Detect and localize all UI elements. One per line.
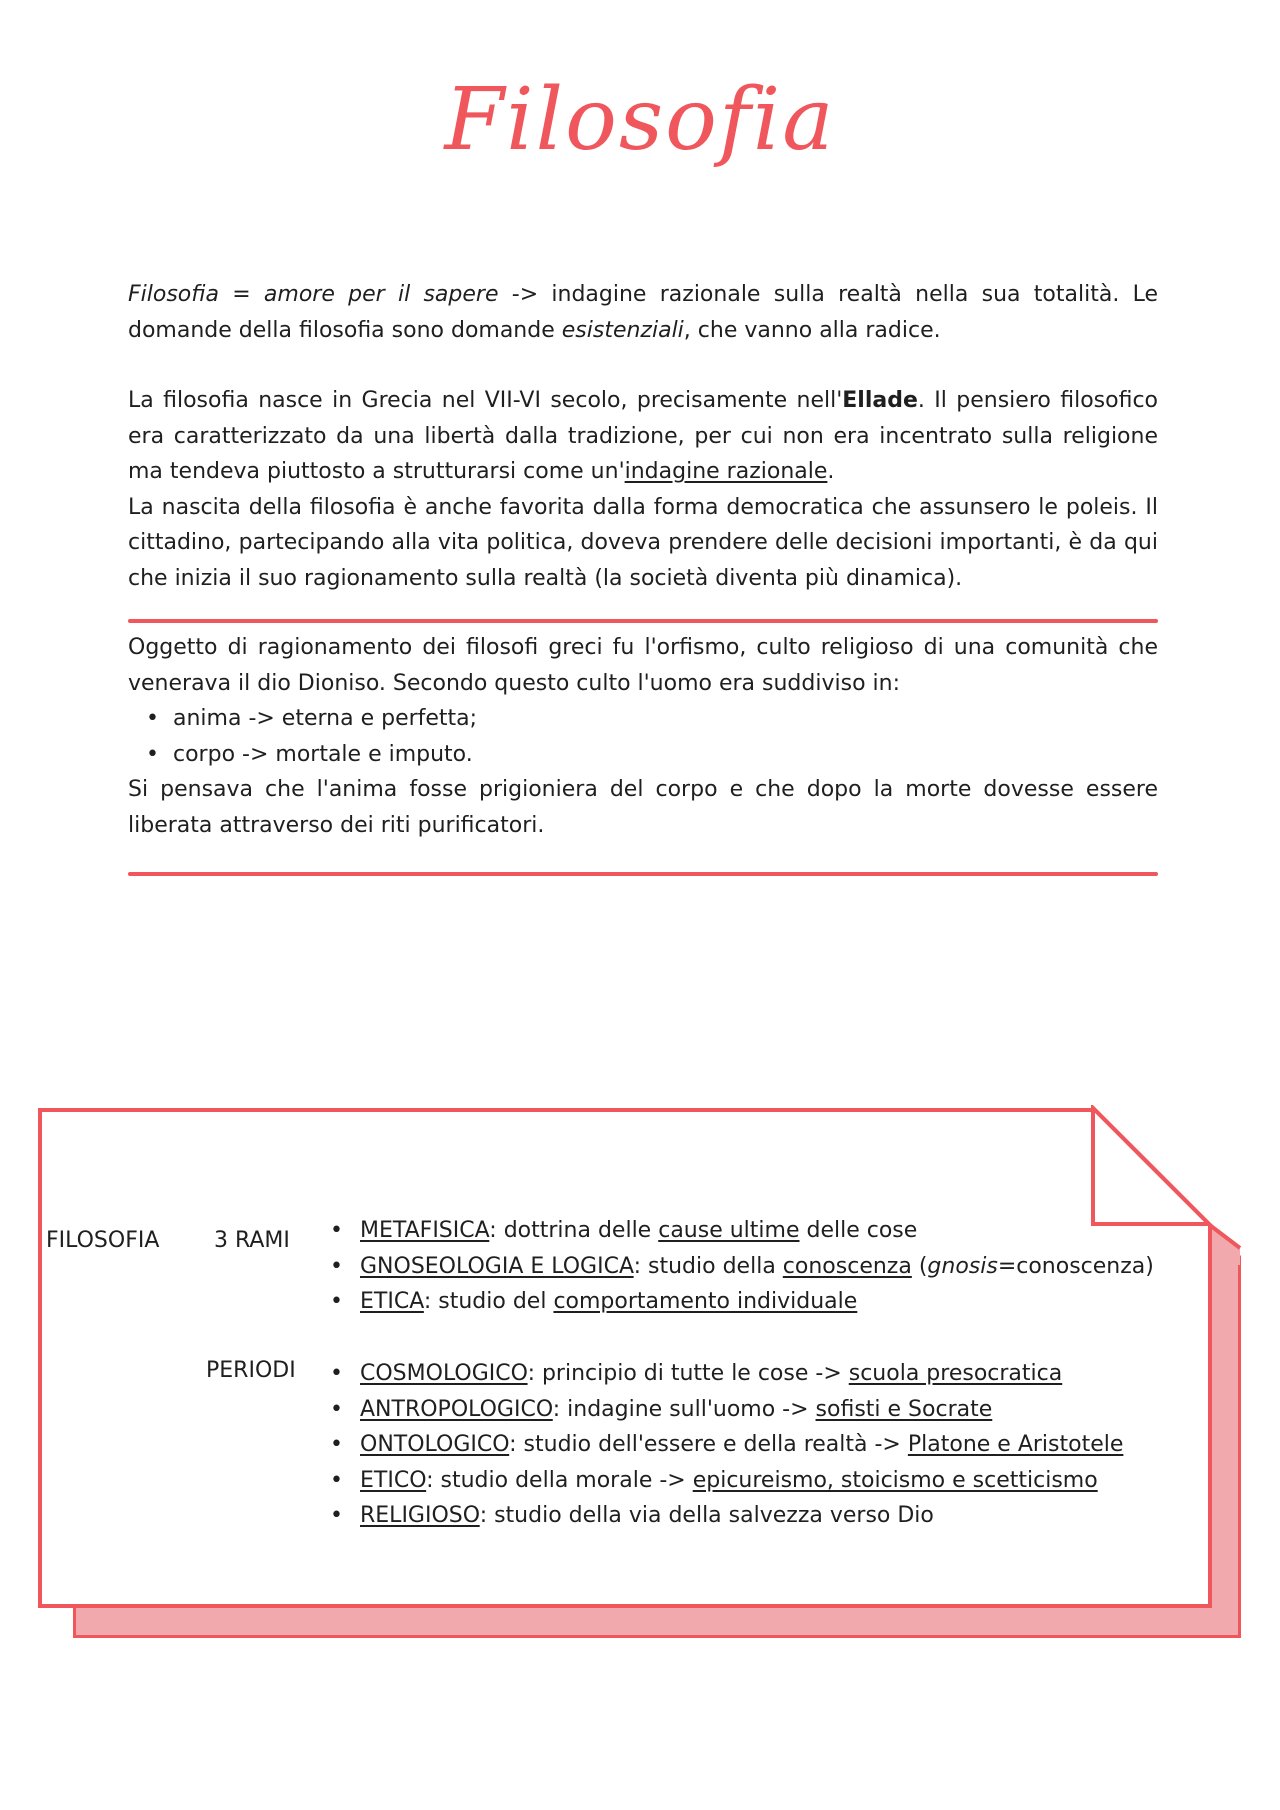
- branches-label: 3 RAMI: [214, 1228, 290, 1253]
- list-item: • anima -> eterna e perfetta;: [173, 701, 1158, 737]
- periods-label: PERIODI: [206, 1358, 296, 1383]
- scheme-main-label: FILOSOFIA: [46, 1228, 160, 1253]
- periods-list: [360, 1356, 1123, 1534]
- list-item: • RELIGIOSO: studio della via della salvezza verso Dio: [360, 1498, 1123, 1534]
- intro-paragraph: Filosofia = amore per il sapere -> indagine razionale sulla realtà nella sua totalità. Le domande della filosofia sono domande esistenziali, che vanno alla radice.: [128, 282, 1158, 343]
- list-item: • GNOSEOLOGIA E LOGICA: studio della conoscenza (gnosis=conoscenza): [360, 1249, 1154, 1285]
- branches-list: [360, 1213, 1154, 1320]
- orphism-list: [128, 701, 1158, 772]
- list-item: • ETICA: studio del comportamento individuale: [360, 1284, 1154, 1320]
- definition-term: Filosofia = amore per il sapere: [128, 282, 499, 307]
- origin-paragraph: La filosofia nasce in Grecia nel VII-VI secolo, precisamente nell'Ellade. Il pensiero filosofico era caratterizzato da una libertà dalla tradizione, per cui non era incentrato sulla religione ma tendeva piuttosto a strutturarsi come un'indagine razionale. La nascita della filosofia è anche favorita dalla forma democratica che assunsero le poleis. Il cittadino, partecipando alla vita politica, doveva prendere delle decisioni importanti, è da qui che inizia il suo ragionamento sulla realtà (la società diventa più dinamica).: [128, 388, 1158, 591]
- list-item: • COSMOLOGICO: principio di tutte le cose -> scuola presocratica: [360, 1356, 1123, 1392]
- list-item: • METAFISICA: dottrina delle cause ultime delle cose: [360, 1213, 1154, 1249]
- divider-line: [128, 619, 1158, 623]
- orphism-paragraph: Oggetto di ragionamento dei filosofi greci fu l'orfismo, culto religioso di una comunità che venerava il dio Dioniso. Secondo questo culto l'uomo era suddiviso in: • anima -> eterna e perfetta; • corpo -> mortale e imputo. Si pensava che l'anima fosse prigioniera del corpo e che dopo la morte dovesse essere liberata attraverso dei riti purificatori.: [128, 630, 1158, 843]
- ellade-bold: Ellade: [842, 388, 918, 413]
- list-item: • ANTROPOLOGICO: indagine sull'uomo -> sofisti e Socrate: [360, 1392, 1123, 1428]
- list-item: • corpo -> mortale e imputo.: [173, 737, 1158, 773]
- divider-line: [128, 872, 1158, 876]
- page-title: Filosofia: [444, 70, 836, 170]
- list-item: • ONTOLOGICO: studio dell'essere e della realtà -> Platone e Aristotele: [360, 1427, 1123, 1463]
- list-item: • ETICO: studio della morale -> epicureismo, stoicismo e scetticismo: [360, 1463, 1123, 1499]
